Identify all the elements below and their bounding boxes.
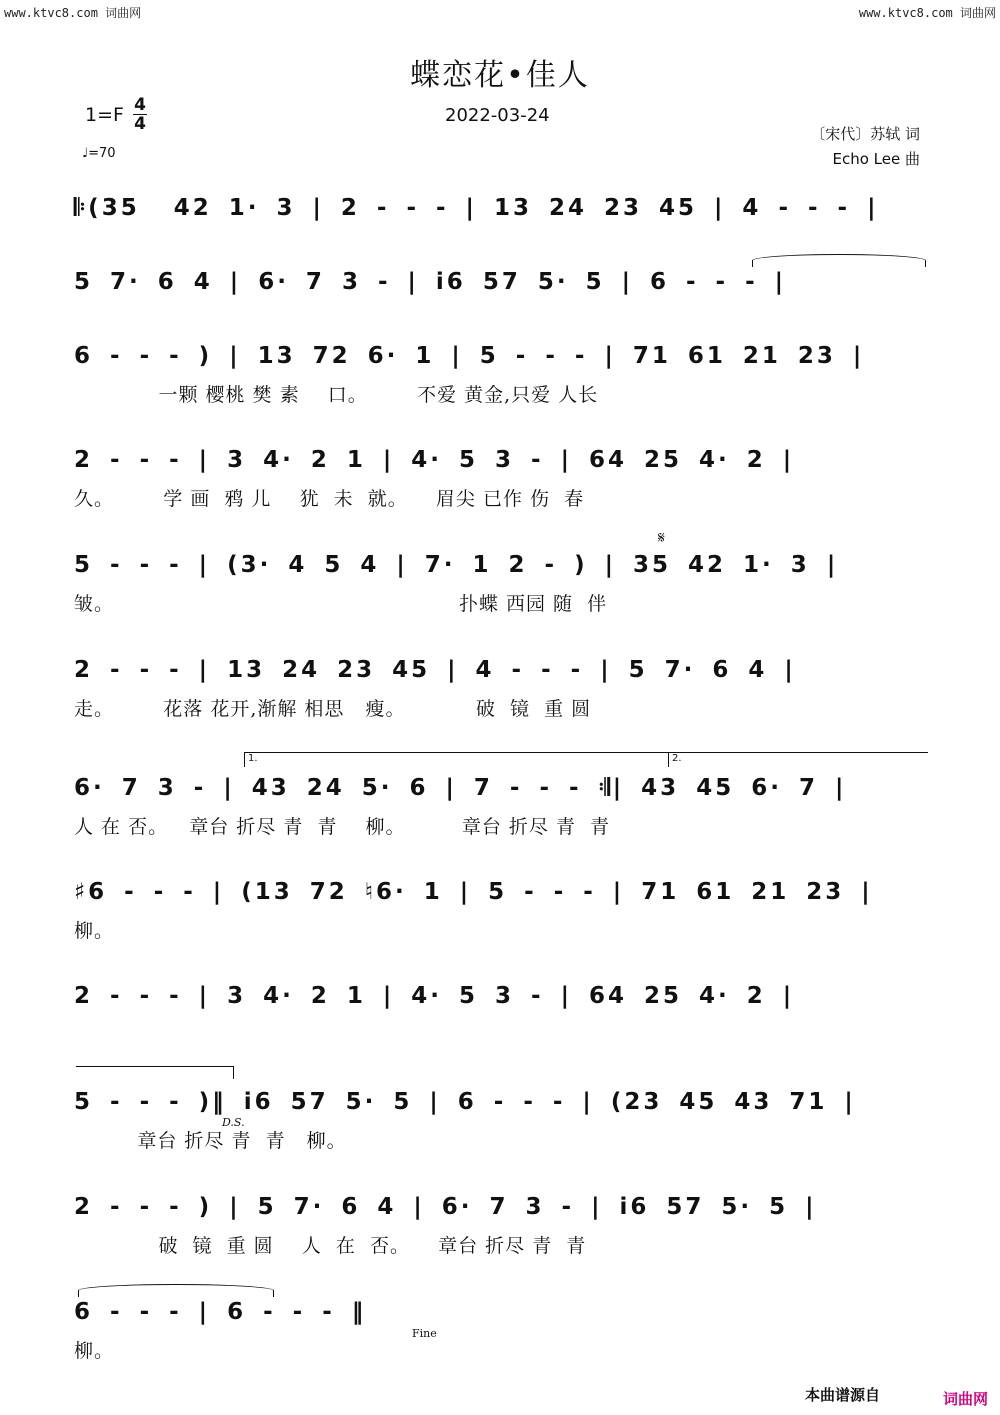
tie-slur (752, 254, 926, 267)
notation-line: 6 - - - ) | 13 72 6· 1 | 5 - - - | 71 61 21 23 | (74, 343, 865, 369)
lyric-line: 柳。 (74, 920, 115, 942)
footer-brand: 词曲网 (942, 1390, 988, 1408)
fine-mark: Fine (412, 1327, 437, 1340)
notation-line: 6· 7 3 - | 43 24 5· 6 | 7 - - - 𝄇| 43 45 6· 7 | (74, 775, 847, 801)
meter-top: 4 (134, 95, 146, 115)
volta-1-label: 1. (248, 753, 258, 764)
footer-source: 本曲谱源自 (804, 1386, 880, 1404)
watermark-right: www.ktvc8.com 词曲网 (858, 6, 996, 20)
lyric-line: 走。 花落 花开,渐解 相思 瘦。 破 镜 重 圆 (74, 698, 592, 720)
notation-line: 5 - - - )‖ i6 57 5· 5 | 6 - - - | (23 45 43 71 | (74, 1089, 856, 1115)
time-signature (133, 96, 147, 133)
notation-line: 5 - - - | (3· 4 5 4 | 7· 1 2 - ) | 35 42 1· 3 | (74, 552, 839, 578)
lyric-line: 皱。 扑蝶 西园 随 伴 (74, 593, 608, 615)
notation-line: 5 7· 6 4 | 6· 7 3 - | i6 57 5· 5 | 6 - - - | (74, 269, 787, 295)
tie-slur-final (78, 1284, 274, 1297)
notation-line: 6 - - - | 6 - - - ‖ (74, 1299, 367, 1325)
meter-bottom: 4 (134, 114, 146, 134)
song-title: 蝶恋花•佳人 (410, 58, 590, 93)
lyric-line: 人 在 否。 章台 折尽 青 青 柳。 章台 折尽 青 青 (74, 816, 610, 838)
watermark-left: www.ktvc8.com 词曲网 (4, 6, 142, 20)
notation-line: 𝄆(35 42 1· 3 | 2 - - - | 13 24 23 45 | 4 - - - | (74, 195, 879, 221)
volta-2 (668, 752, 928, 767)
lyric-line: 久。 学 画 鸦 儿 犹 未 就。 眉尖 已作 伤 春 (74, 488, 585, 510)
volta-1 (244, 752, 668, 767)
notation-line: 2 - - - | 3 4· 2 1 | 4· 5 3 - | 64 25 4· 2 | (74, 447, 795, 473)
lyric-line: 一颗 樱桃 樊 素 口。 不爱 黄金,只爱 人长 (74, 384, 599, 406)
composer: Echo Lee 曲 (832, 150, 920, 168)
key-signature: 1=F (85, 104, 124, 126)
lyric-line: 破 镜 重 圆 人 在 否。 章台 折尽 青 青 (74, 1235, 587, 1257)
tempo-marking: ♩=70 (82, 146, 116, 161)
lyricist: 〔宋代〕苏轼 词 (810, 125, 920, 143)
lyric-line: 章台 折尽 青 青 柳。 (74, 1130, 347, 1152)
credits (810, 122, 920, 172)
bracket-line (76, 1066, 234, 1079)
notation-line: 2 - - - | 3 4· 2 1 | 4· 5 3 - | 64 25 4· 2 | (74, 983, 795, 1009)
notation-line: 2 - - - | 13 24 23 45 | 4 - - - | 5 7· 6 4 | (74, 657, 796, 683)
date: 2022-03-24 (445, 105, 550, 126)
volta-2-label: 2. (672, 753, 682, 764)
notation-line: ♯6 - - - | (13 72 ♮6· 1 | 5 - - - | 71 61 21 23 | (74, 879, 873, 905)
notation-line: 2 - - - ) | 5 7· 6 4 | 6· 7 3 - | i6 57 5· 5 | (74, 1194, 817, 1220)
segno-mark: 𝄋 (658, 528, 665, 547)
lyric-line: 柳。 (74, 1340, 115, 1362)
ds-mark: D.S. (222, 1116, 245, 1129)
